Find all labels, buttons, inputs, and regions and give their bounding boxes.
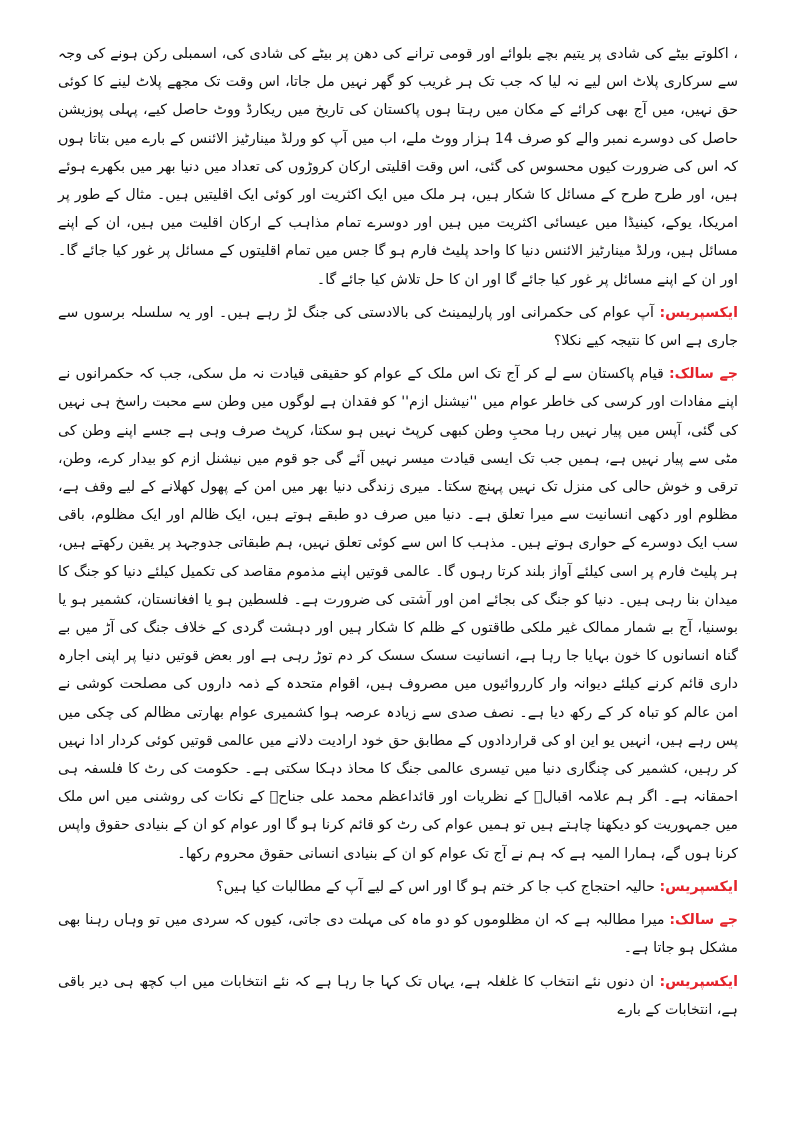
question-1	[58, 299, 738, 355]
question-3	[58, 968, 738, 1024]
question-2	[58, 873, 738, 901]
question-text: حالیہ احتجاج کب جا کر ختم ہو گا اور اس کے لیے آپ کے مطالبات کیا ہیں؟	[216, 878, 660, 895]
paragraph-1	[58, 40, 738, 294]
answer-1	[58, 360, 738, 868]
question-text: ان دنوں نئے انتخاب کا غلغلہ ہے، یہاں تک کہا جا رہا ہے کہ نئے انتخابات میں اب کچھ ہی دیر باقی ہے، انتخابات کے بارے	[58, 973, 738, 1018]
speaker-label-express: ایکسپریس:	[659, 973, 738, 990]
document-page	[58, 40, 738, 1100]
question-text: آپ عوام کی حکمرانی اور پارلیمینٹ کی بالادستی کی جنگ لڑ رہے ہیں۔ اور یہ سلسلہ برسوں سے جاری ہے اس کا نتیجہ کیے نکلا؟	[58, 304, 738, 350]
speaker-label-salik: جے سالک:	[669, 366, 738, 383]
answer-text: قیام پاکستان سے لے کر آج تک اس ملک کے عوام کو حقیقی قیادت نہ مل سکی، جب کہ حکمرانوں نے اپنے مفادات اور کرسی کی خاطر عوام میں ''نیشنل ازم'' کو فقدان ہے لوگوں میں وطن سے محبت راسخ ہی نہیں کی گئی، آپس میں پیار نہیں رہا محبِ وطن کبھی کرپٹ نہیں ہو سکتا، کرپٹ صرف وہی ہے جسے اپنے وطن کی مٹی سے پیار نہیں ہے، ہمیں جب تک ایسی قیادت میسر نہیں آئے گی جو قوم میں نیشنل ازم کو بیدار کرے، وطن، ترقی و خوش حالی کی منزل تک نہیں پہنچ سکتا۔ میری زندگی دنیا بھر میں امن کے پھول کھلانے کے لیے وقف ہے، مظلوم اور دکھی انسانیت سے میرا تعلق ہے۔ دنیا میں صرف دو طبقے ہوتے ہیں، ایک ظالم اور ایک مظلوم، باقی سب ایک دوسرے کے حواری ہوتے ہیں۔ مذہب کا اس سے کوئی تعلق نہیں، ہم طبقاتی جدوجہد پر یقین رکھتے ہیں، ہر پلیٹ فارم پر اسی کیلئے آواز بلند کرتا رہوں گا۔ عالمی قوتیں اپنے مذموم مقاصد کی تکمیل کیلئے دنیا کو جنگ کا میدان بنا رہی ہیں۔ دنیا کو جنگ کی بجائے امن اور آشتی کی ضرورت ہے۔ فلسطین ہو یا افغانستان، کشمیر ہو یا بوسنیا، آج بے شمار ممالک غیر ملکی طاقتوں کے ظلم کا شکار ہیں اور دہشت گردی کے خلاف جنگ کی آڑ میں بے گناہ انسانوں کا خون بہایا جا رہا ہے، انسانیت سسک سسک کر دم توڑ رہی ہے اور بعض قوتیں دنیا پر اپنی اجارہ داری قائم کرنے کیلئے دیوانہ وار کارروائیوں میں مصروف ہیں، اقوام متحدہ کے ذمہ داروں کی مصلحت کوشی نے امن عالم کو تباہ کر کے رکھ دیا ہے۔ نصف صدی سے زیادہ عرصہ ہوا کشمیری عوام بھارتی مظالم کی چکی میں پس رہے ہیں، انہیں یو این او کی قراردادوں کے مطابق حق خود ارادیت دلانے میں عالمی قوتیں کوئی کردار ادا نہیں کر رہیں، کشمیر کی چنگاری دنیا میں تیسری عالمی جنگ کا محاذ دہکا سکتی ہے۔ حکومت کی رٹ کا فلسفہ ہی احمقانہ ہے۔ اگر ہم علامہ اقبالؒ کے نظریات اور قائداعظم محمد علی جناحؒ کے نکات کی روشنی میں اس ملک میں جمہوریت کو دیکھنا چاہتے ہیں تو ہمیں عوام کی رٹ کو قائم کرنا ہو گا اور عوام کو ان کے بنیادی حقوق واپس کرنا ہوں گے، ہمارا المیہ ہے کہ ہم نے آج تک عوام کو ان کے بنیادی انسانی حقوق محروم رکھا۔	[58, 366, 738, 862]
speaker-label-salik: جے سالک:	[669, 912, 738, 929]
answer-2	[58, 906, 738, 962]
paragraph-text: ، اکلوتے بیٹے کی شادی پر یتیم بچے بلوائے اور قومی ترانے کی دھن پر بیٹے کی شادی کی، اسمبلی رکن ہونے کی وجہ سے سرکاری پلاٹ اس لیے نہ لیا کہ جب تک ہر غریب کو گھر نہیں مل جاتا، اس وقت تک مجھے پلاٹ لینے کا کوئی حق نہیں، میں آج بھی کرائے کے مکان میں رہتا ہوں پاکستان کی تاریخ میں ریکارڈ ووٹ حاصل کیے، پہلی پوزیشن حاصل کی دوسرے نمبر والے کو صرف 14 ہزار ووٹ ملے، اب میں آپ کو ورلڈ مینارٹیز الائنس کے بارے میں بتاتا ہوں کہ اس کی ضرورت کیوں محسوس کی گئی، اس وقت اقلیتی ارکان کروڑوں کی تعداد میں دنیا بھر میں بکھرے ہوئے ہیں، اور طرح طرح کے مسائل کا شکار ہیں، ہر ملک میں ایک اکثریت اور کوئی ایک اقلیتیں ہیں۔ مثال کے طور پر امریکا، یوکے، کینیڈا میں عیسائی اکثریت میں ہیں اور دوسرے تمام مذاہب کے ارکان اقلیت میں ہیں، ان کے اپنے مسائل ہیں، ورلڈ مینارٹیز الائنس دنیا کا واحد پلیٹ فارم ہو گا جس میں تمام اقلیتوں کے مسائل پر غور کیا جائے گا۔ اور ان کے اپنے مسائل پر غور کیا جائے گا اور ان کا حل تلاش کیا جائے گا۔	[58, 46, 738, 288]
speaker-label-express: ایکسپریس:	[659, 304, 738, 321]
speaker-label-express: ایکسپریس:	[659, 878, 738, 895]
answer-text: میرا مطالبہ ہے کہ ان مظلوموں کو دو ماہ کی مہلت دی جاتی، کیوں کہ سردی میں تو وہاں رہنا بھی مشکل ہو جاتا ہے۔	[58, 912, 738, 957]
